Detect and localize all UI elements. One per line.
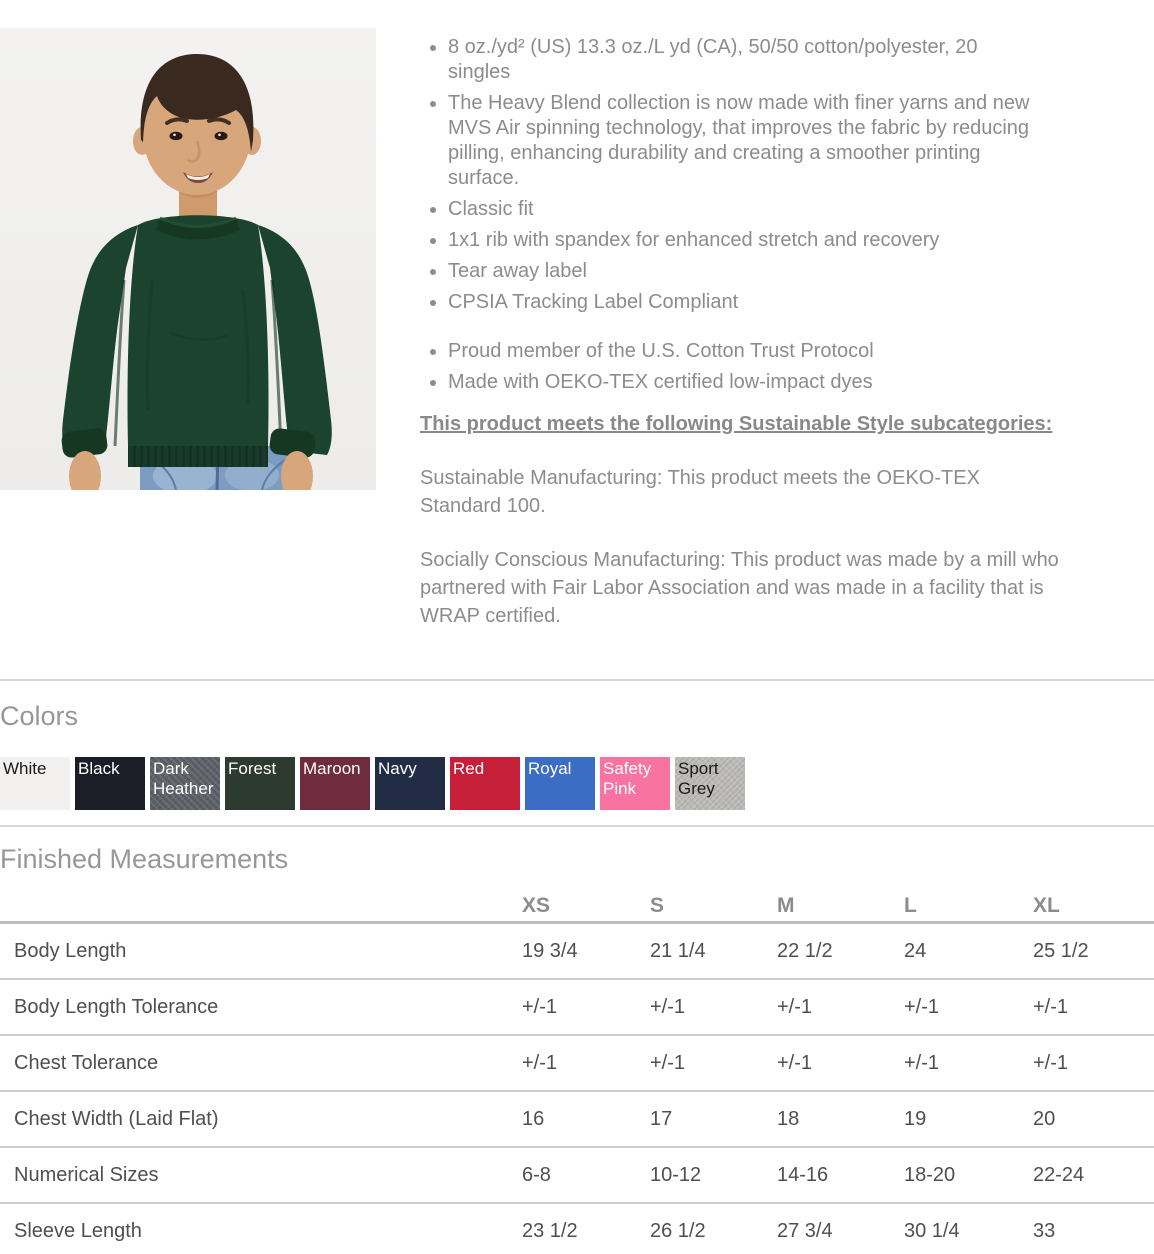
hem-band: [128, 446, 268, 467]
color-swatch-sport-grey[interactable]: Sport Grey: [675, 757, 745, 810]
measurement-value: 21 1/4: [650, 939, 706, 962]
measurement-value: 20: [1033, 1107, 1056, 1130]
product-features: [420, 35, 1060, 630]
measurement-value: 19 3/4: [522, 939, 578, 962]
measurement-row: [0, 980, 1154, 1036]
measurement-value: +/-1: [1033, 1051, 1069, 1074]
measurement-value: +/-1: [650, 1051, 686, 1074]
measurement-value: 25 1/2: [1033, 939, 1089, 962]
measurement-value: 26 1/2: [650, 1219, 706, 1242]
feature-item: • The Heavy Blend collection is now made with finer yarns and new MVS Air spinning technology, that improves the fabric by reducing pilling, enhancing durability and creating a smoother printing surface.: [448, 91, 1035, 191]
measurement-value: +/-1: [904, 1051, 940, 1074]
colors-section-title: Colors: [0, 701, 79, 731]
feature-item: • CPSIA Tracking Label Compliant: [448, 290, 1035, 315]
measurement-value: 18-20: [904, 1163, 956, 1186]
measurement-value: 27 3/4: [777, 1219, 833, 1242]
measurements-section-title: Finished Measurements: [0, 844, 289, 874]
measurement-value: 24: [904, 939, 927, 962]
measurement-row: [0, 924, 1154, 980]
measurements-table: [0, 888, 1154, 1254]
measurement-value: 22-24: [1033, 1163, 1085, 1186]
measurement-row: [0, 1036, 1154, 1092]
right-eye: [215, 132, 228, 140]
feature-item: • Classic fit: [448, 197, 1035, 222]
measurements-header-row: [0, 888, 1154, 924]
feature-item: • 8 oz./yd² (US) 13.3 oz./L yd (CA), 50/50 cotton/polyester, 20 singles: [448, 35, 1035, 85]
measurement-value: +/-1: [522, 1051, 558, 1074]
measurement-row: [0, 1092, 1154, 1148]
color-swatch-forest[interactable]: Forest: [225, 757, 295, 810]
feature-item: • Made with OEKO-TEX certified low-impact dyes: [448, 370, 1035, 395]
measurement-value: 17: [650, 1107, 673, 1130]
measurement-value: 14-16: [777, 1163, 829, 1186]
measurement-value: +/-1: [777, 1051, 813, 1074]
measurement-value: +/-1: [777, 995, 813, 1018]
measurement-value: +/-1: [650, 995, 686, 1018]
sustainable-manufacturing-paragraph: Sustainable Manufacturing: This product meets the OEKO-TEX Standard 100.: [420, 467, 980, 517]
product-photo: [0, 28, 376, 490]
color-swatch-royal[interactable]: Royal: [525, 757, 595, 810]
color-swatch-black[interactable]: Black: [75, 757, 145, 810]
color-swatch-row: [0, 757, 745, 810]
color-swatch-dark-heather[interactable]: Dark Heather: [150, 757, 220, 810]
size-col-header-s: S: [650, 894, 665, 917]
measurement-row-label: Body Length Tolerance: [14, 995, 219, 1018]
color-swatch-red[interactable]: Red: [450, 757, 520, 810]
left-eye: [170, 132, 183, 140]
measurement-row-label: Numerical Sizes: [14, 1163, 159, 1186]
socially-conscious-paragraph: Socially Conscious Manufacturing: This product was made by a mill who partnered with Fair Labor Association and was made in a facility that is WRAP certified.: [420, 549, 1059, 627]
measurement-value: 18: [777, 1107, 800, 1130]
measurement-value: +/-1: [1033, 995, 1069, 1018]
size-col-header-xl: XL: [1033, 894, 1060, 917]
measurement-value: 30 1/4: [904, 1219, 960, 1242]
section-divider: [0, 679, 1154, 681]
color-swatch-safety-pink[interactable]: Safety Pink: [600, 757, 670, 810]
size-col-header-xs: XS: [522, 894, 551, 917]
measurement-row-label: Body Length: [14, 939, 127, 962]
measurement-row: [0, 1148, 1154, 1204]
color-swatch-navy[interactable]: Navy: [375, 757, 445, 810]
measurement-row-label: Chest Width (Laid Flat): [14, 1107, 219, 1130]
measurement-value: 19: [904, 1107, 927, 1130]
size-col-header-l: L: [904, 894, 917, 917]
feature-item: • 1x1 rib with spandex for enhanced stretch and recovery: [448, 228, 1035, 253]
measurement-row-label: Chest Tolerance: [14, 1051, 159, 1074]
measurement-value: +/-1: [522, 995, 558, 1018]
measurement-value: 6-8: [522, 1163, 551, 1186]
model-photo-illustration: [0, 28, 376, 490]
size-col-header-m: M: [777, 894, 795, 917]
measurement-row-label: Sleeve Length: [14, 1219, 142, 1242]
sustainable-style-heading: This product meets the following Sustainable Style subcategories:: [420, 413, 1053, 435]
measurement-row: [0, 1204, 1154, 1254]
color-swatch-maroon[interactable]: Maroon: [300, 757, 370, 810]
feature-list-sustainability: [420, 339, 1035, 395]
measurement-value: +/-1: [904, 995, 940, 1018]
measurement-value: 16: [522, 1107, 545, 1130]
section-divider: [0, 825, 1154, 827]
feature-list-primary: [420, 35, 1035, 315]
measurement-value: 23 1/2: [522, 1219, 578, 1242]
measurement-value: 10-12: [650, 1163, 702, 1186]
measurement-value: 22 1/2: [777, 939, 833, 962]
measurement-value: 33: [1033, 1219, 1056, 1242]
color-swatch-white[interactable]: White: [0, 757, 70, 810]
feature-item: • Tear away label: [448, 259, 1035, 284]
feature-item: • Proud member of the U.S. Cotton Trust Protocol: [448, 339, 1035, 364]
sweatshirt: [61, 215, 332, 467]
